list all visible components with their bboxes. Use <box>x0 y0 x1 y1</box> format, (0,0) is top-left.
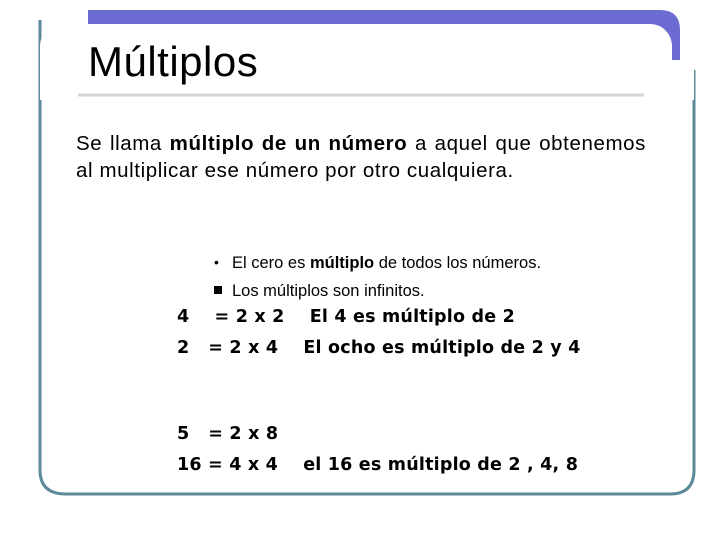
bullet-text: Los múltiplos son infinitos. <box>232 282 425 300</box>
definition-bold-term: múltiplo de un número <box>169 132 408 155</box>
bullet-dot-icon: • <box>214 254 219 270</box>
bullet-text-after: de todos los números. <box>374 254 542 272</box>
slide-title: Múltiplos <box>88 38 259 85</box>
equation-line: 2 = 2 x 4 El ocho es múltiplo de 2 y 4 <box>177 338 581 358</box>
equation-line: 4 = 2 x 2 El 4 es múltiplo de 2 <box>177 307 515 327</box>
bullet-text-before: El cero es <box>232 254 310 272</box>
equation-line: 5 = 2 x 8 <box>177 424 279 444</box>
bullet-item-zero <box>214 249 541 277</box>
definition-prefix: Se llama <box>76 132 170 155</box>
equation-line: 16 = 4 x 4 el 16 es múltiplo de 2 , 4, 8 <box>177 455 579 475</box>
definition-suffix: a aquel que obtenemos al multiplicar ese número por otro cualquiera. <box>76 132 646 182</box>
bullet-item-infinite <box>214 277 541 305</box>
bullet-square-icon <box>214 286 222 294</box>
bullet-list <box>214 249 541 305</box>
bullet-bold: múltiplo <box>309 254 375 272</box>
definition-paragraph <box>76 130 646 184</box>
